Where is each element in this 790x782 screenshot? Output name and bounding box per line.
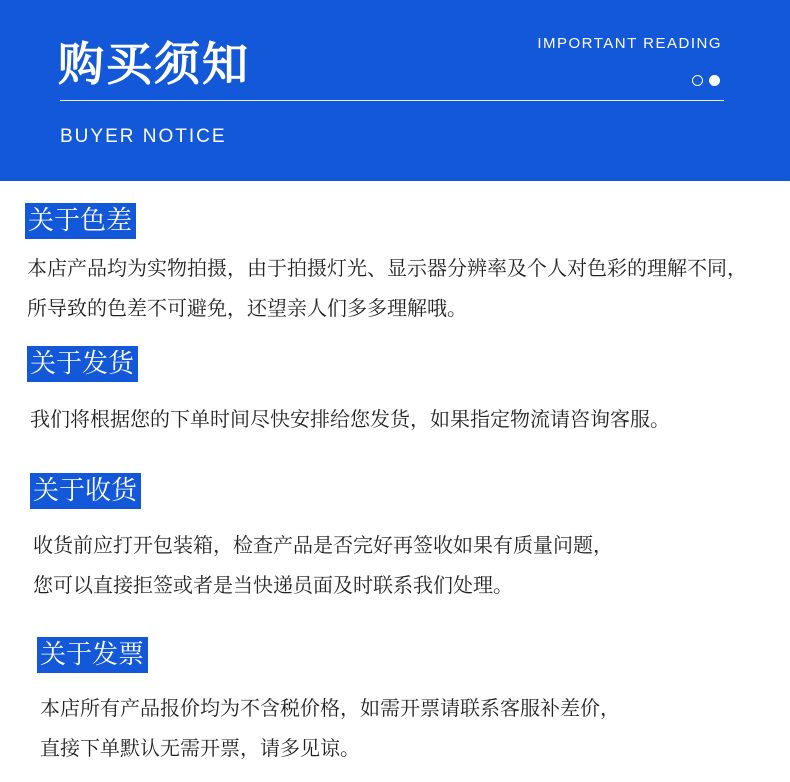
section-text-shipping	[30, 399, 670, 439]
dot-filled-icon	[709, 75, 720, 86]
section-heading-receiving: 关于收货	[30, 473, 141, 509]
header-subtitle: IMPORTANT READING	[537, 35, 722, 52]
header-english-title: BUYER NOTICE	[60, 126, 227, 147]
section-text-line: 所导致的色差不可避免，还望亲人们多多理解哦。	[27, 296, 467, 320]
section-heading-color-difference: 关于色差	[25, 203, 136, 239]
section-text-color-difference	[27, 248, 747, 328]
decorative-dots	[692, 75, 720, 86]
dot-outline-icon	[692, 75, 703, 86]
section-text-line: 我们将根据您的下单时间尽快安排给您发货，如果指定物流请咨询客服。	[30, 407, 670, 431]
page-title: 购买须知	[58, 37, 250, 91]
header-divider	[60, 100, 724, 101]
section-text-line: 您可以直接拒签或者是当快递员面及时联系我们处理。	[33, 573, 513, 597]
section-heading-invoice: 关于发票	[37, 637, 148, 673]
header-banner	[0, 0, 790, 181]
section-text-receiving	[33, 525, 613, 605]
section-text-line: 本店产品均为实物拍摄，由于拍摄灯光、显示器分辨率及个人对色彩的理解不同，	[27, 256, 747, 280]
section-text-line: 本店所有产品报价均为不含税价格，如需开票请联系客服补差价，	[40, 696, 620, 720]
section-text-line: 直接下单默认无需开票，请多见谅。	[40, 736, 360, 760]
section-text-invoice	[40, 688, 620, 768]
section-text-line: 收货前应打开包装箱，检查产品是否完好再签收如果有质量问题，	[33, 533, 613, 557]
section-heading-shipping: 关于发货	[27, 346, 138, 382]
